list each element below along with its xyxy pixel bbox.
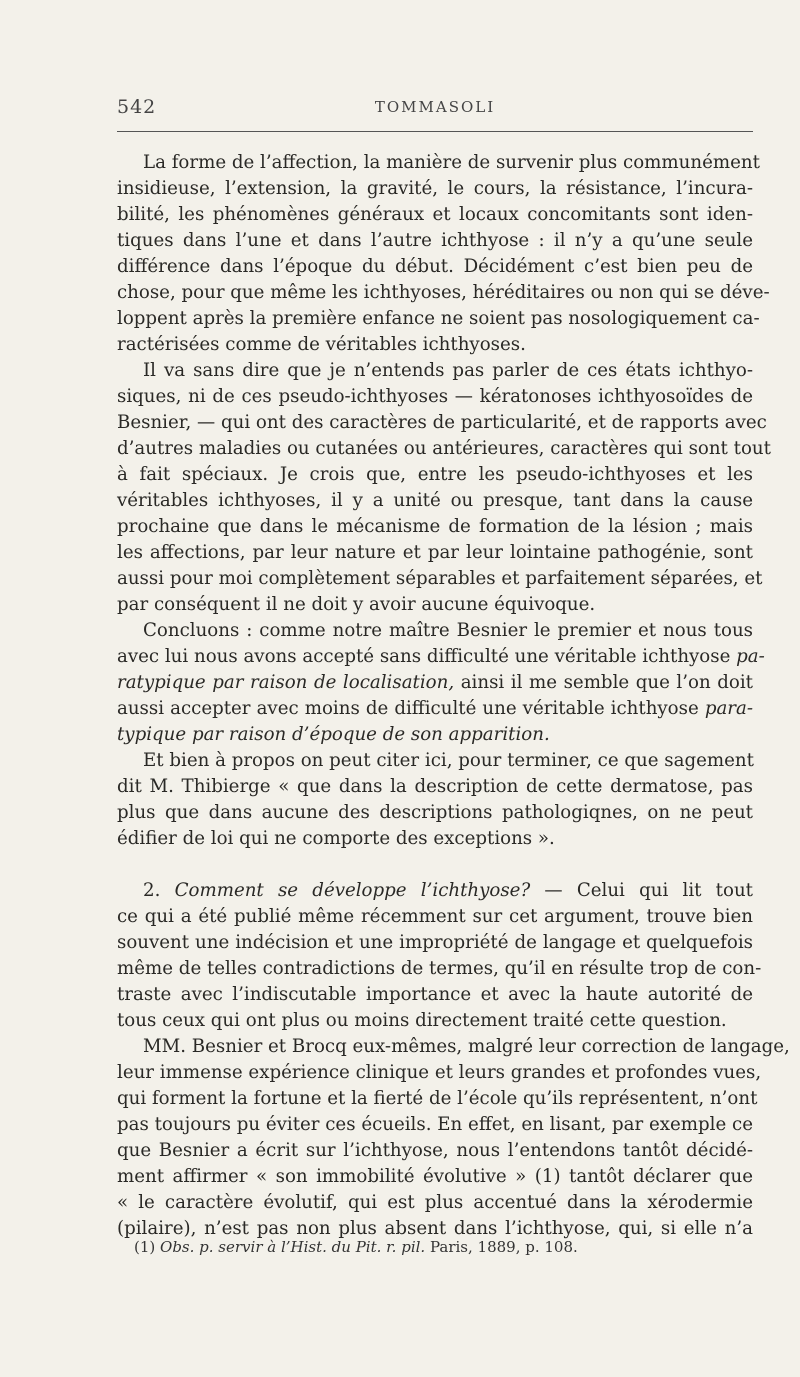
text-line [117,696,753,722]
header-rule [117,131,753,132]
line-text: que Besnier a écrit sur l’ichthyose, nous l’entendons tantôt décidé- [117,1140,753,1161]
text-line [117,722,753,748]
line-text: différence dans l’époque du début. Décidément c’est bien peu de [117,256,753,277]
text-line [117,202,753,228]
line-text: Il va sans dire que je n’entends pas parler de ces états ichthyo- [143,360,753,381]
line-text: (pilaire), n’est pas non plus absent dans l’ichthyose, qui, si elle n’a [117,1218,753,1239]
footnote-source: Obs. p. servir à l’Hist. du Pit. r. pil. [160,1238,426,1256]
footnote-marker: (1) [134,1238,156,1256]
italic-text: typique par raison d’époque de son apparition. [117,724,550,745]
line-text: Et bien à propos on peut citer ici, pour terminer, ce que sagement [143,750,754,771]
text-line [117,228,753,254]
text-line [117,1060,762,1086]
italic-text: ratypique par raison de localisation, [117,672,455,693]
page-number: 542 [117,96,157,118]
text-line [117,826,753,852]
text-line [117,774,753,800]
text-line [117,436,771,462]
text-line [117,1164,753,1190]
text-line [117,514,753,540]
footnote [134,1238,578,1256]
line-text: prochaine que dans le mécanisme de formation de la lésion ; mais [117,516,753,537]
text-line [117,540,753,566]
line-text: aussi pour moi complètement séparables et parfaitement séparées, et [117,568,763,589]
line-text: traste avec l’indiscutable importance et avec la haute autorité de [117,984,753,1005]
text-line [117,462,753,488]
line-text: tous ceux qui ont plus ou moins directement traité cette question. [117,1010,727,1031]
line-text: d’autres maladies ou cutanées ou antérieures, caractères qui sont tout [117,438,771,459]
line-text: siques, ni de ces pseudo-ichthyoses — kératonoses ichthyosoïdes de [117,386,753,407]
text-line [117,956,762,982]
line-text: leur immense expérience clinique et leurs grandes et profondes vues, [117,1062,762,1083]
line-text: loppent après la première enfance ne soient pas nosologiquement ca- [117,308,760,329]
line-text: souvent une indécision et une impropriété de langage et quelquefois [117,932,753,953]
line-text: les affections, par leur nature et par leur lointaine pathogénie, sont [117,542,753,563]
text-line [117,800,753,826]
italic-text: para- [704,698,753,719]
line-text: ractérisées comme de véritables ichthyoses. [117,334,526,355]
text-line [117,150,760,176]
text-line [117,618,753,644]
text-line [117,1034,790,1060]
line-text: Concluons : comme notre maître Besnier le premier et nous tous [143,620,753,641]
text-line [117,670,753,696]
text-line [117,1112,753,1138]
italic-text: Comment se développe l’ichthyose? [174,880,531,901]
text-line [117,488,753,514]
text-line [117,592,753,618]
italic-text: pa- [736,646,765,667]
line-text: qui forment la fortune et la fierté de l’école qu’ils représentent, n’ont [117,1088,758,1109]
text-line [117,930,753,956]
line-text: Besnier, — qui ont des caractères de particularité, et de rapports avec [117,412,767,433]
text-line [117,982,753,1008]
line-text: dit M. Thibierge « que dans la description de cette dermatose, pas [117,776,753,797]
text-line [117,332,753,358]
line-tail: — Celui qui lit tout [530,880,753,901]
text-line [117,1138,753,1164]
footnote-details: Paris, 1889, p. 108. [429,1238,578,1256]
line-text: édifier de loi qui ne comporte des exceptions ». [117,828,555,849]
text-line [117,410,767,436]
line-text: insidieuse, l’extension, la gravité, le cours, la résistance, l’incura- [117,178,753,199]
line-text: « le caractère évolutif, qui est plus accentué dans la xérodermie [117,1192,753,1213]
line-text: même de telles contradictions de termes, qu’il en résulte trop de con- [117,958,762,979]
line-text: avec lui nous avons accepté sans difficulté une véritable ichthyose [117,646,731,667]
line-text: véritables ichthyoses, il y a unité ou presque, tant dans la cause [117,490,753,511]
line-text: plus que dans aucune des descriptions pathologiqnes, on ne peut [117,802,753,823]
line-text: par conséquent il ne doit y avoir aucune équivoque. [117,594,596,615]
body-text [117,150,790,1242]
line-text: bilité, les phénomènes généraux et locaux concomitants sont iden- [117,204,753,225]
text-line [117,358,753,384]
line-text: MM. Besnier et Brocq eux-mêmes, malgré leur correction de langage, [143,1036,790,1057]
text-line [117,644,765,670]
text-line [117,384,753,410]
line-text: chose, pour que même les ichthyoses, héréditaires ou non qui se déve- [117,282,770,303]
text-line [117,878,753,904]
line-text: 2. [143,880,161,901]
text-line [117,254,753,280]
line-text: La forme de l’affection, la manière de survenir plus communément [143,152,760,173]
text-line [117,176,753,202]
line-text: aussi accepter avec moins de difficulté une véritable ichthyose [117,698,699,719]
text-line [117,1008,753,1034]
line-text: tiques dans l’une et dans l’autre ichthyose : il n’y a qu’une seule [117,230,753,251]
text-line [117,748,753,774]
text-line [117,566,763,592]
running-head: TOMMASOLI [374,98,496,116]
line-text: pas toujours pu éviter ces écueils. En effet, en lisant, par exemple ce [117,1114,753,1135]
line-text: ainsi il me semble que l’on doit [454,672,753,693]
text-line [117,1086,758,1112]
text-line [117,280,770,306]
line-text: ce qui a été publié même récemment sur cet argument, trouve bien [117,906,753,927]
text-line [117,1190,753,1216]
text-line [117,904,753,930]
line-text: ment affirmer « son immobilité évolutive » (1) tantôt déclarer que [117,1166,753,1187]
page-header [117,96,753,126]
text-line [117,306,760,332]
line-text: à fait spéciaux. Je crois que, entre les pseudo-ichthyoses et les [117,464,753,485]
